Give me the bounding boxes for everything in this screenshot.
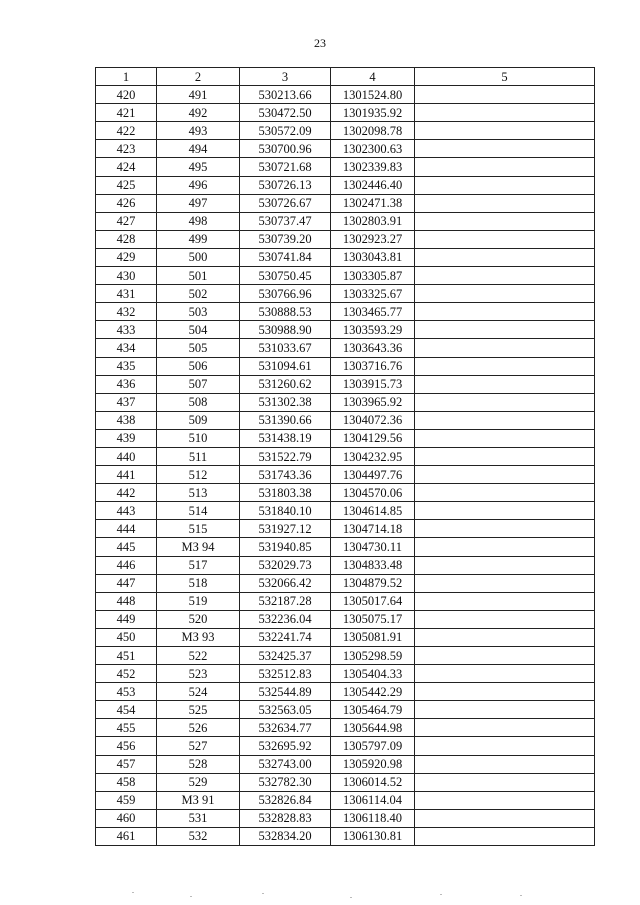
table-cell-col-3: 532066.42 — [240, 574, 331, 592]
table-cell-col-1: 425 — [96, 176, 157, 194]
table-cell-col-2: 499 — [157, 230, 240, 248]
table-cell-col-3: 532425.37 — [240, 647, 331, 665]
table-cell-col-1: 456 — [96, 737, 157, 755]
table-cell-col-2: 517 — [157, 556, 240, 574]
table-cell-col-3: 532834.20 — [240, 827, 331, 845]
table-cell-col-5 — [415, 701, 595, 719]
table-row — [96, 248, 595, 266]
table-row — [96, 683, 595, 701]
table-cell-col-5 — [415, 285, 595, 303]
table-cell-col-3: 532512.83 — [240, 665, 331, 683]
table-row — [96, 285, 595, 303]
table-cell-col-2: 527 — [157, 737, 240, 755]
table-row — [96, 303, 595, 321]
table-row — [96, 429, 595, 447]
table-cell-col-1: 461 — [96, 827, 157, 845]
table-row — [96, 339, 595, 357]
table-cell-col-2: 493 — [157, 122, 240, 140]
table-cell-col-2: 525 — [157, 701, 240, 719]
table-cell-col-3: 532236.04 — [240, 610, 331, 628]
table-cell-col-1: 424 — [96, 158, 157, 176]
table-cell-col-4: 1303643.36 — [331, 339, 415, 357]
table-cell-col-3: 531033.67 — [240, 339, 331, 357]
table-cell-col-5 — [415, 303, 595, 321]
table-cell-col-1: 429 — [96, 248, 157, 266]
table-cell-col-1: 435 — [96, 357, 157, 375]
table-cell-col-5 — [415, 773, 595, 791]
table-row — [96, 827, 595, 845]
table-cell-col-5 — [415, 502, 595, 520]
table-cell-col-5 — [415, 321, 595, 339]
scan-speck — [262, 893, 264, 894]
table-cell-col-5 — [415, 140, 595, 158]
table-cell-col-4: 1303915.73 — [331, 375, 415, 393]
table-cell-col-4: 1305442.29 — [331, 683, 415, 701]
table-cell-col-5 — [415, 248, 595, 266]
table-cell-col-5 — [415, 393, 595, 411]
table-cell-col-4: 1306114.04 — [331, 791, 415, 809]
table-cell-col-1: 443 — [96, 502, 157, 520]
table-cell-col-3: 530750.45 — [240, 267, 331, 285]
table-cell-col-1: 432 — [96, 303, 157, 321]
table-row — [96, 321, 595, 339]
table-cell-col-2: 531 — [157, 809, 240, 827]
table-cell-col-5 — [415, 737, 595, 755]
table-cell-col-5 — [415, 357, 595, 375]
table-cell-col-4: 1302446.40 — [331, 176, 415, 194]
table-cell-col-4: 1302923.27 — [331, 230, 415, 248]
table-cell-col-5 — [415, 339, 595, 357]
table-row — [96, 411, 595, 429]
scan-speck — [190, 896, 192, 897]
table-cell-col-1: 440 — [96, 447, 157, 465]
table-row — [96, 140, 595, 158]
table-cell-col-2: 524 — [157, 683, 240, 701]
table-cell-col-2: 501 — [157, 267, 240, 285]
table-cell-col-4: 1305920.98 — [331, 755, 415, 773]
table-cell-col-5 — [415, 158, 595, 176]
table-cell-col-3: 530737.47 — [240, 212, 331, 230]
table-cell-col-1: 430 — [96, 267, 157, 285]
table-cell-col-2: 498 — [157, 212, 240, 230]
table-cell-col-4: 1306014.52 — [331, 773, 415, 791]
table-cell-col-5 — [415, 375, 595, 393]
table-cell-col-5 — [415, 809, 595, 827]
table-cell-col-5 — [415, 484, 595, 502]
table-cell-col-5 — [415, 520, 595, 538]
table-cell-col-4: 1301524.80 — [331, 86, 415, 104]
table-cell-col-2: МЗ 93 — [157, 628, 240, 646]
table-row — [96, 393, 595, 411]
table-header-row — [96, 68, 595, 86]
table-cell-col-1: 433 — [96, 321, 157, 339]
table-row — [96, 502, 595, 520]
table-cell-col-5 — [415, 574, 595, 592]
table-cell-col-2: 505 — [157, 339, 240, 357]
table-cell-col-3: 531522.79 — [240, 447, 331, 465]
table-cell-col-4: 1303043.81 — [331, 248, 415, 266]
table-cell-col-1: 436 — [96, 375, 157, 393]
table-cell-col-3: 532634.77 — [240, 719, 331, 737]
table-cell-col-2: 497 — [157, 194, 240, 212]
table-cell-col-1: 439 — [96, 429, 157, 447]
table-cell-col-4: 1304072.36 — [331, 411, 415, 429]
scan-speck — [132, 892, 134, 893]
table-cell-col-2: 496 — [157, 176, 240, 194]
table-cell-col-2: 532 — [157, 827, 240, 845]
table-cell-col-5 — [415, 122, 595, 140]
table-cell-col-3: 531840.10 — [240, 502, 331, 520]
table-cell-col-2: 529 — [157, 773, 240, 791]
table-cell-col-3: 531260.62 — [240, 375, 331, 393]
table-cell-col-5 — [415, 719, 595, 737]
table-cell-col-1: 434 — [96, 339, 157, 357]
table-cell-col-4: 1305404.33 — [331, 665, 415, 683]
table-cell-col-1: 452 — [96, 665, 157, 683]
table-cell-col-5 — [415, 683, 595, 701]
table-cell-col-1: 428 — [96, 230, 157, 248]
table-cell-col-4: 1304232.95 — [331, 447, 415, 465]
table-cell-col-1: 437 — [96, 393, 157, 411]
table-cell-col-1: 449 — [96, 610, 157, 628]
table-cell-col-4: 1303593.29 — [331, 321, 415, 339]
table-cell-col-1: 431 — [96, 285, 157, 303]
table-row — [96, 592, 595, 610]
table-cell-col-2: 511 — [157, 447, 240, 465]
table-row — [96, 665, 595, 683]
table-row — [96, 538, 595, 556]
table-cell-col-2: 522 — [157, 647, 240, 665]
table-row — [96, 122, 595, 140]
table-cell-col-2: 512 — [157, 466, 240, 484]
table-cell-col-3: 531743.36 — [240, 466, 331, 484]
table-cell-col-5 — [415, 538, 595, 556]
table-cell-col-5 — [415, 791, 595, 809]
table-cell-col-3: 530572.09 — [240, 122, 331, 140]
table-cell-col-3: 530988.90 — [240, 321, 331, 339]
table-cell-col-1: 441 — [96, 466, 157, 484]
table-row — [96, 719, 595, 737]
table-cell-col-1: 455 — [96, 719, 157, 737]
table-row — [96, 737, 595, 755]
table-cell-col-3: 532695.92 — [240, 737, 331, 755]
table-row — [96, 357, 595, 375]
table-cell-col-4: 1306118.40 — [331, 809, 415, 827]
table-cell-col-3: 531940.85 — [240, 538, 331, 556]
table-cell-col-1: 459 — [96, 791, 157, 809]
table-cell-col-4: 1305797.09 — [331, 737, 415, 755]
table-cell-col-3: 531803.38 — [240, 484, 331, 502]
table-row — [96, 773, 595, 791]
table-cell-col-2: 504 — [157, 321, 240, 339]
table-row — [96, 791, 595, 809]
table-cell-col-4: 1302471.38 — [331, 194, 415, 212]
table-cell-col-5 — [415, 86, 595, 104]
table-cell-col-4: 1304730.11 — [331, 538, 415, 556]
table-row — [96, 647, 595, 665]
table-cell-col-3: 532826.84 — [240, 791, 331, 809]
table-row — [96, 176, 595, 194]
table-cell-col-2: 526 — [157, 719, 240, 737]
column-header-1: 1 — [96, 68, 157, 86]
table-cell-col-5 — [415, 665, 595, 683]
table-cell-col-3: 530766.96 — [240, 285, 331, 303]
table-cell-col-1: 427 — [96, 212, 157, 230]
table-cell-col-4: 1304129.56 — [331, 429, 415, 447]
table-cell-col-1: 460 — [96, 809, 157, 827]
table-row — [96, 556, 595, 574]
table-cell-col-4: 1305464.79 — [331, 701, 415, 719]
table-row — [96, 267, 595, 285]
table-cell-col-3: 531094.61 — [240, 357, 331, 375]
table-cell-col-4: 1302803.91 — [331, 212, 415, 230]
column-header-3: 3 — [240, 68, 331, 86]
table-cell-col-2: МЗ 91 — [157, 791, 240, 809]
table-row — [96, 104, 595, 122]
table-cell-col-2: 520 — [157, 610, 240, 628]
table-cell-col-1: 448 — [96, 592, 157, 610]
table-cell-col-3: 532544.89 — [240, 683, 331, 701]
table-cell-col-4: 1305644.98 — [331, 719, 415, 737]
table-cell-col-2: 502 — [157, 285, 240, 303]
table-cell-col-2: 500 — [157, 248, 240, 266]
table-cell-col-5 — [415, 230, 595, 248]
table-cell-col-1: 447 — [96, 574, 157, 592]
table-cell-col-4: 1304833.48 — [331, 556, 415, 574]
table-cell-col-1: 450 — [96, 628, 157, 646]
table-cell-col-1: 442 — [96, 484, 157, 502]
table-cell-col-4: 1305081.91 — [331, 628, 415, 646]
table-cell-col-5 — [415, 610, 595, 628]
table-cell-col-4: 1304614.85 — [331, 502, 415, 520]
table-cell-col-5 — [415, 212, 595, 230]
table-cell-col-5 — [415, 556, 595, 574]
table-cell-col-1: 457 — [96, 755, 157, 773]
table-cell-col-3: 530472.50 — [240, 104, 331, 122]
page-number: 23 — [314, 36, 326, 50]
table-cell-col-4: 1304570.06 — [331, 484, 415, 502]
table-cell-col-2: 506 — [157, 357, 240, 375]
table-cell-col-4: 1301935.92 — [331, 104, 415, 122]
table-cell-col-4: 1303716.76 — [331, 357, 415, 375]
table-row — [96, 194, 595, 212]
table-cell-col-3: 531390.66 — [240, 411, 331, 429]
table-cell-col-4: 1303305.87 — [331, 267, 415, 285]
scan-speck — [440, 894, 442, 895]
table-cell-col-3: 530700.96 — [240, 140, 331, 158]
table-cell-col-4: 1305017.64 — [331, 592, 415, 610]
table-cell-col-3: 530213.66 — [240, 86, 331, 104]
table-row — [96, 158, 595, 176]
table-row — [96, 610, 595, 628]
table-cell-col-3: 530726.13 — [240, 176, 331, 194]
table-cell-col-1: 453 — [96, 683, 157, 701]
table-cell-col-4: 1304714.18 — [331, 520, 415, 538]
table-row — [96, 520, 595, 538]
column-header-2: 2 — [157, 68, 240, 86]
table-cell-col-5 — [415, 429, 595, 447]
table-cell-col-3: 532029.73 — [240, 556, 331, 574]
table-cell-col-3: 531438.19 — [240, 429, 331, 447]
coordinates-table — [95, 67, 595, 846]
table-cell-col-4: 1304497.76 — [331, 466, 415, 484]
table-cell-col-5 — [415, 592, 595, 610]
table-cell-col-1: 423 — [96, 140, 157, 158]
table-cell-col-1: 420 — [96, 86, 157, 104]
column-header-4: 4 — [331, 68, 415, 86]
table-cell-col-2: 514 — [157, 502, 240, 520]
table-cell-col-5 — [415, 647, 595, 665]
table-cell-col-5 — [415, 827, 595, 845]
table-cell-col-3: 532241.74 — [240, 628, 331, 646]
table-cell-col-2: 518 — [157, 574, 240, 592]
table-cell-col-1: 446 — [96, 556, 157, 574]
table-cell-col-2: 509 — [157, 411, 240, 429]
table-row — [96, 447, 595, 465]
table-row — [96, 701, 595, 719]
table-cell-col-3: 530888.53 — [240, 303, 331, 321]
table-cell-col-3: 531302.38 — [240, 393, 331, 411]
table-cell-col-1: 426 — [96, 194, 157, 212]
scan-speck — [350, 897, 352, 898]
table-cell-col-1: 422 — [96, 122, 157, 140]
table-cell-col-4: 1303465.77 — [331, 303, 415, 321]
table-cell-col-5 — [415, 411, 595, 429]
table-cell-col-3: 530726.67 — [240, 194, 331, 212]
scan-speck — [520, 895, 522, 896]
table-cell-col-2: МЗ 94 — [157, 538, 240, 556]
table-cell-col-1: 444 — [96, 520, 157, 538]
table-cell-col-3: 532743.00 — [240, 755, 331, 773]
table-row — [96, 212, 595, 230]
table-cell-col-4: 1302300.63 — [331, 140, 415, 158]
table-cell-col-5 — [415, 194, 595, 212]
table-cell-col-4: 1303965.92 — [331, 393, 415, 411]
table-cell-col-1: 421 — [96, 104, 157, 122]
table-cell-col-3: 532828.83 — [240, 809, 331, 827]
table-row — [96, 574, 595, 592]
table-cell-col-2: 507 — [157, 375, 240, 393]
table-cell-col-1: 458 — [96, 773, 157, 791]
table-cell-col-4: 1303325.67 — [331, 285, 415, 303]
table-cell-col-2: 519 — [157, 592, 240, 610]
table-cell-col-2: 510 — [157, 429, 240, 447]
table-cell-col-4: 1304879.52 — [331, 574, 415, 592]
table-row — [96, 375, 595, 393]
table-cell-col-3: 532187.28 — [240, 592, 331, 610]
table-cell-col-5 — [415, 267, 595, 285]
table-row — [96, 755, 595, 773]
table-cell-col-2: 523 — [157, 665, 240, 683]
table-cell-col-3: 530741.84 — [240, 248, 331, 266]
table-row — [96, 484, 595, 502]
table-cell-col-3: 531927.12 — [240, 520, 331, 538]
table-row — [96, 809, 595, 827]
table-body — [96, 86, 595, 846]
table-row — [96, 466, 595, 484]
table-cell-col-4: 1305075.17 — [331, 610, 415, 628]
table-cell-col-1: 445 — [96, 538, 157, 556]
table-cell-col-3: 532782.30 — [240, 773, 331, 791]
table-row — [96, 628, 595, 646]
table-cell-col-2: 528 — [157, 755, 240, 773]
table-cell-col-2: 513 — [157, 484, 240, 502]
table-cell-col-1: 451 — [96, 647, 157, 665]
table-cell-col-4: 1302339.83 — [331, 158, 415, 176]
table-row — [96, 86, 595, 104]
table-cell-col-4: 1306130.81 — [331, 827, 415, 845]
column-header-5: 5 — [415, 68, 595, 86]
table-cell-col-1: 454 — [96, 701, 157, 719]
table-cell-col-2: 515 — [157, 520, 240, 538]
table-cell-col-5 — [415, 176, 595, 194]
table-cell-col-5 — [415, 104, 595, 122]
table-cell-col-5 — [415, 447, 595, 465]
table-cell-col-3: 530739.20 — [240, 230, 331, 248]
table-cell-col-3: 532563.05 — [240, 701, 331, 719]
table-cell-col-5 — [415, 755, 595, 773]
table-cell-col-5 — [415, 466, 595, 484]
table-cell-col-2: 495 — [157, 158, 240, 176]
table-cell-col-2: 508 — [157, 393, 240, 411]
table-cell-col-4: 1302098.78 — [331, 122, 415, 140]
table-cell-col-1: 438 — [96, 411, 157, 429]
table-cell-col-2: 491 — [157, 86, 240, 104]
table-cell-col-5 — [415, 628, 595, 646]
table-cell-col-2: 494 — [157, 140, 240, 158]
table-cell-col-2: 492 — [157, 104, 240, 122]
table-cell-col-2: 503 — [157, 303, 240, 321]
table-cell-col-3: 530721.68 — [240, 158, 331, 176]
table-row — [96, 230, 595, 248]
table-cell-col-4: 1305298.59 — [331, 647, 415, 665]
